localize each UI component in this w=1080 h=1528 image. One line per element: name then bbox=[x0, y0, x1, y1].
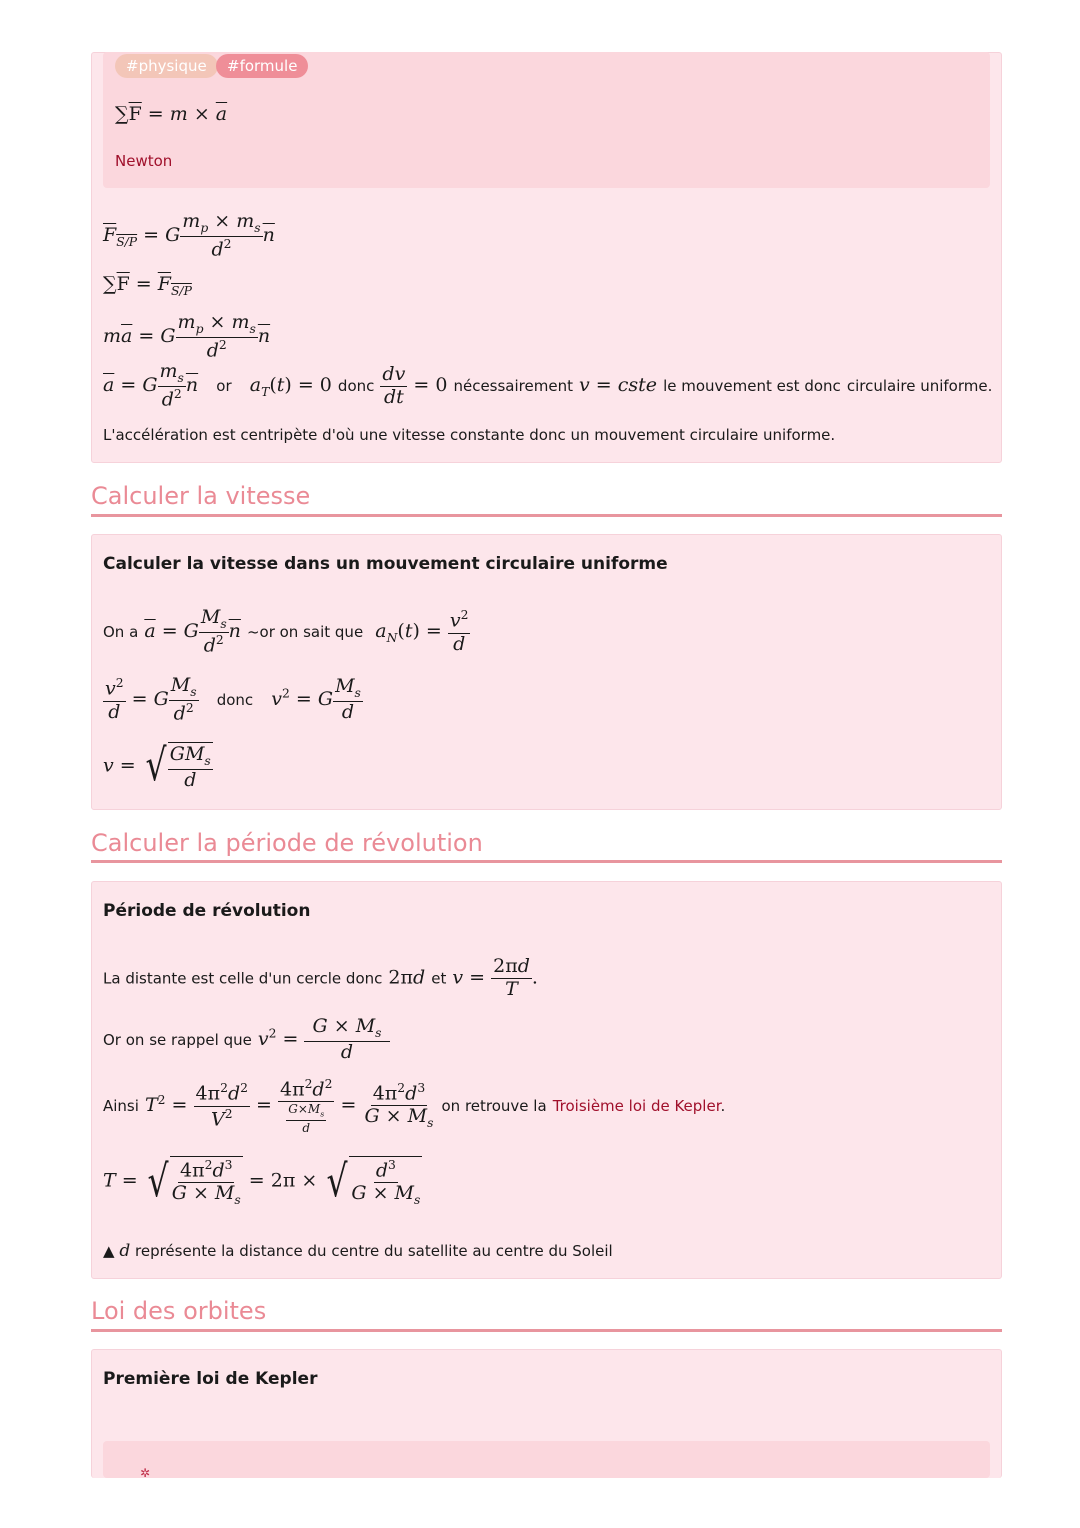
tag-formule[interactable]: #formule bbox=[216, 54, 308, 78]
vitesse-card-title: Calculer la vitesse dans un mouvement circulaire uniforme bbox=[103, 554, 668, 574]
vitesse-line2: $\frac{v^2}{d}$ = G $\frac{M_s}{d^2}$ donc $v^2 = G$ $\frac{M_s}{d}$ bbox=[105, 674, 361, 725]
section-heading-periode: Calculer la période de révolution bbox=[91, 829, 483, 857]
periode-card-title: Période de révolution bbox=[103, 901, 311, 921]
force-formula: $F_{S/P} = G$ $\frac{m_p \times m_s}{d^2}$ $\overline{n}$ bbox=[103, 210, 275, 261]
ma-formula: $m\overline{a} = G$ $\frac{m_p \times m_s}{d^2}$ $\overline{n}$ bbox=[103, 311, 271, 362]
section-divider-vitesse bbox=[91, 514, 1002, 517]
orbites-inner-box bbox=[103, 1441, 990, 1478]
vitesse-card bbox=[91, 534, 1002, 810]
acceleration-line: $\overline{a} = G$ $\frac{m_s}{d^2}$ $\overline{n}$ or $a_T(t) = 0$ donc $\frac{dv}{dt}$ = 0 nécessairement v = cste le mouvement est donc circulaire uniforme. bbox=[103, 360, 993, 411]
vitesse-line1: On a $\overline{a} = G$ $\frac{M_s}{d^2}$ $\overline{n}$ ~or on sait que $a_N(t)$ = $\frac{v^2}{d}$ bbox=[103, 606, 469, 657]
sum-force-formula: $\sum\overline{F} = F_{S/P}$ bbox=[103, 273, 192, 298]
periode-result: T = √ $\frac{4\pi^2d^3}{G \times M_s}$ = 2π × √ $\frac{d^3}{G \times M_s}$ bbox=[103, 1155, 421, 1208]
kepler-link[interactable]: Troisième loi de Kepler bbox=[552, 1097, 721, 1116]
newton-label: Newton bbox=[115, 152, 173, 170]
newton-formula: $\sum\overline{F} = m \times \overline{a}$ bbox=[115, 103, 228, 125]
section-divider-orbites bbox=[91, 1329, 1002, 1332]
periode-line1: La distante est celle d'un cercle donc 2πd et v = $\frac{2\pi d}{T}$ . bbox=[103, 955, 538, 1000]
warning-icon: ▲ bbox=[103, 1242, 115, 1260]
vitesse-result: v = √ $GM_s$ d bbox=[103, 740, 211, 792]
periode-line3: Ainsi $T^2$ = $\frac{4\pi^2d^2}{V^2}$ = $4\pi^2d^2$ $\frac{G\times M_s}{d}$ = $\frac{4\pi^2d^3}{G \times M_s}$ on retrouve la Troisième loi de Kepler. bbox=[103, 1077, 726, 1135]
section-divider-periode bbox=[91, 860, 1002, 863]
orbites-card-title: Première loi de Kepler bbox=[103, 1369, 318, 1389]
section-heading-vitesse: Calculer la vitesse bbox=[91, 482, 311, 510]
tag-physique[interactable]: #physique bbox=[115, 54, 218, 78]
periode-line2: Or on se rappel que $v^2$ = $\frac{G \times M_s}{d}$ bbox=[103, 1017, 390, 1063]
star-icon: ✲ bbox=[140, 1466, 151, 1480]
card1-conclusion: L'accélération est centripète d'où une vitesse constante donc un mouvement circulaire uniforme. bbox=[103, 426, 836, 444]
section-heading-orbites: Loi des orbites bbox=[91, 1297, 267, 1325]
periode-note: ▲ d représente la distance du centre du satellite au centre du Soleil bbox=[103, 1241, 613, 1261]
